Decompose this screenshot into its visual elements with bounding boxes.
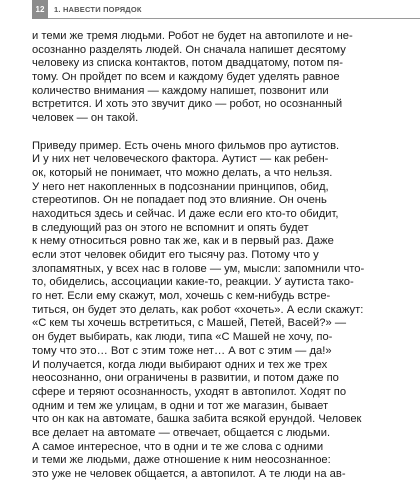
- text-line: стереотипов. Он не попадает под это влияние. Он очень: [32, 194, 327, 207]
- text-line: и теми же людьми, даже отношение к ним неосознанное:: [32, 454, 331, 467]
- text-line: ок, который не понимает, что можно делать, а что нельзя.: [32, 166, 333, 179]
- text-line: тому что это… Вот с этим тоже нет… А вот с этим — да!»: [32, 344, 332, 357]
- text-line: титься, он будет это делать, как робот «хочеть». А если скажут:: [32, 303, 364, 316]
- text-line: тому. Он пройдет по всем и каждому будет уделять равное: [32, 71, 340, 84]
- text-line: человеку из списка контактов, потом двадцатому, потом пя-: [32, 57, 343, 70]
- text-line: одним и тем же улицам, в одни и тот же магазин, бывает: [32, 399, 329, 412]
- text-line: злопамятных, у всех нас в голове — ум, мысли: запомнили что-: [32, 262, 365, 275]
- text-line: человек — он такой.: [32, 112, 139, 125]
- running-header: [0, 0, 420, 20]
- text-line: если этот человек обидит его тысячу раз. Потому что у: [32, 249, 319, 261]
- text-line: количество внимания — каждому напишет, позвонит или: [32, 84, 329, 97]
- paragraph-gap: [32, 126, 407, 140]
- body-text: [32, 30, 407, 482]
- text-line: осознанно разделять людей. Он сначала напишет десятому: [32, 43, 346, 56]
- text-line: и теми же тремя людьми. Робот не будет на автопилоте и не-: [32, 30, 353, 42]
- text-line: У него нет накопленных в подсознании принципов, обид,: [32, 180, 329, 193]
- text-line: И получается, когда люди выбирают одних и тех же трех: [32, 358, 328, 371]
- text-line: неосознанно, они ограничены в развитии, и потом даже по: [32, 372, 339, 385]
- text-line: сфере и теряют осознанность, уходят в автопилот. Ходят по: [32, 385, 347, 398]
- header-rule: [48, 18, 420, 19]
- chapter-title: 1. НАВЕСТИ ПОРЯДОК: [54, 5, 142, 14]
- text-line: он будет выбирать, как люди, типа «С Машей не хочу, по-: [32, 331, 333, 344]
- text-line: что он как на автомате, башка забита всякой ерундой. Человек: [32, 413, 362, 426]
- text-line: А самое интересное, что в одни и те же слова с одними: [32, 440, 324, 453]
- paragraph-2: [32, 140, 407, 482]
- text-line: это уже не человек общается, а автопилот. А те люди на ав-: [32, 468, 346, 480]
- text-line: Приведу пример. Есть очень много фильмов про аутистов.: [32, 139, 340, 152]
- text-line: то, обиделись, ассоциации какие-то, реакции. У аутиста тако-: [32, 276, 354, 289]
- text-line: го нет. Если ему скажут, мол, хочешь с кем-нибудь встре-: [32, 290, 331, 303]
- text-line: находиться здесь и сейчас. И даже если его кто-то обидит,: [32, 207, 339, 220]
- page-number: 12: [32, 0, 48, 19]
- text-line: «С кем ты хочешь встретиться, с Машей, Петей, Васей?» —: [32, 317, 347, 330]
- text-line: в следующий раз он этого не вспомнит и опять будет: [32, 221, 309, 234]
- text-line: к нему относиться ровно так же, как и в первый раз. Даже: [32, 235, 334, 248]
- text-line: встретится. И хоть это звучит дико — робот, но осознанный: [32, 98, 343, 111]
- text-line: И у них нет человеческого фактора. Аутист — как ребен-: [32, 153, 329, 166]
- text-line: все делает на автомате — отвечает, общается с людьми.: [32, 426, 331, 439]
- paragraph-1: [32, 30, 407, 126]
